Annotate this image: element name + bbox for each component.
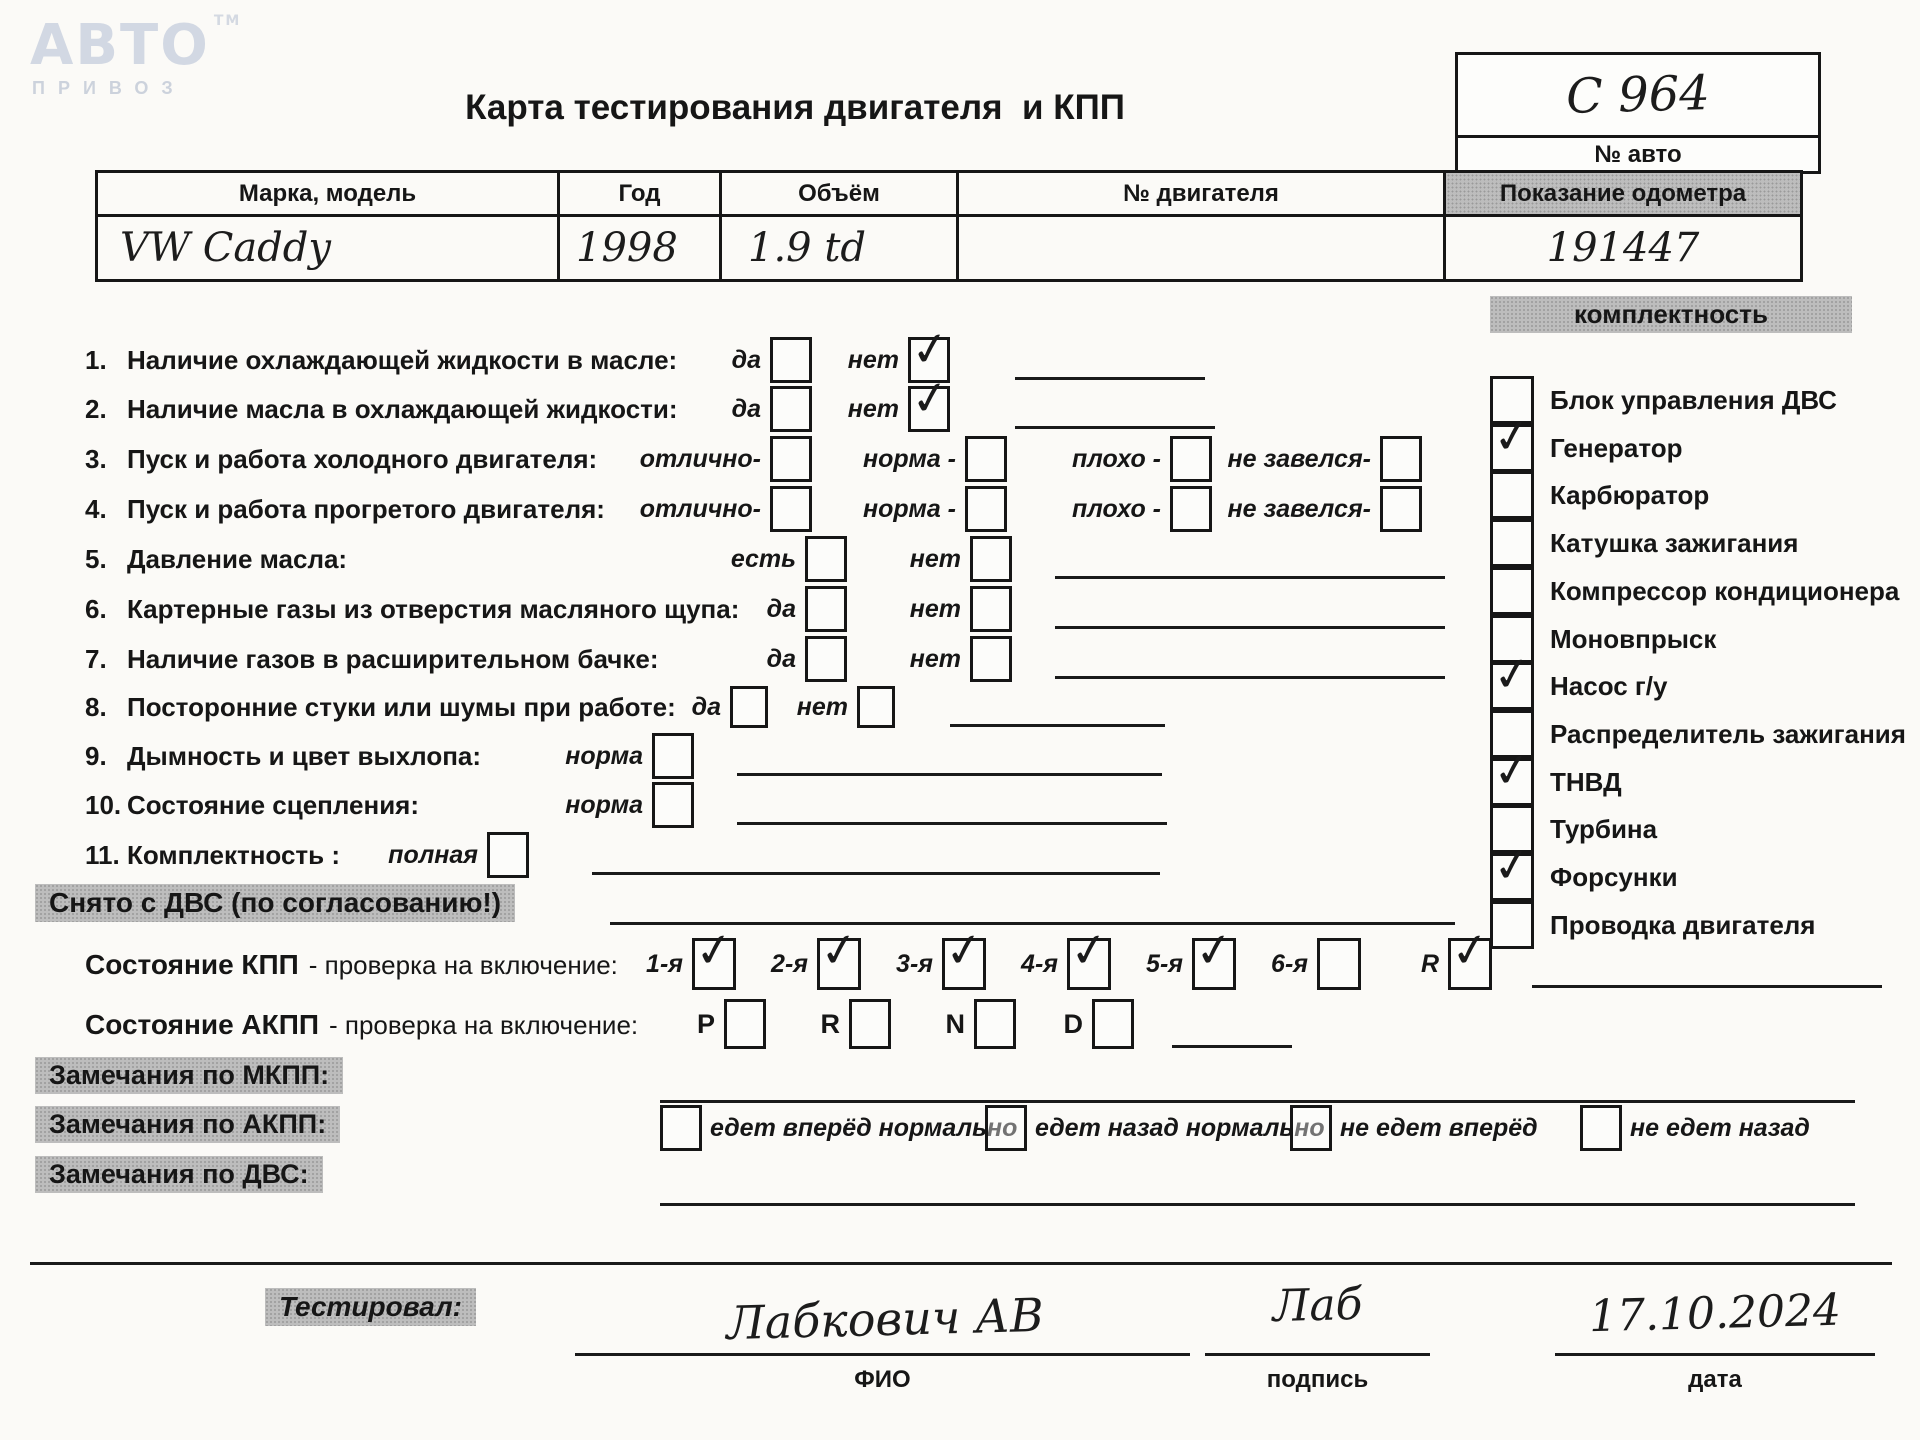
kpp-gear-option xyxy=(646,920,738,987)
checkbox[interactable] xyxy=(805,636,847,682)
blank-line xyxy=(1015,377,1205,380)
checkbox[interactable] xyxy=(1170,436,1212,482)
logo-word: АВТО xyxy=(30,13,210,78)
checkbox[interactable] xyxy=(1191,920,1238,990)
checkbox[interactable] xyxy=(660,1105,702,1151)
option-label: не завелся- xyxy=(1227,444,1371,473)
equipment-item xyxy=(1490,519,1798,567)
gear-label: 1-я xyxy=(646,949,683,978)
vehicle-header-row xyxy=(97,172,1802,216)
option-label: плохо - xyxy=(1072,494,1161,523)
trademark-symbol: TM xyxy=(213,13,242,29)
checkbox[interactable] xyxy=(1489,835,1536,901)
date-caption: дата xyxy=(1688,1366,1742,1393)
odometer-value: 191447 xyxy=(1546,225,1700,271)
date-handwriting: 17.10.2024 xyxy=(1588,1284,1842,1343)
checklist-item-label: Наличие газов в расширительном бачке: xyxy=(127,643,659,674)
checkbox[interactable] xyxy=(907,368,954,432)
checklist-option xyxy=(565,782,694,828)
gear-label: 2-я xyxy=(771,949,808,978)
vehicle-table xyxy=(95,170,1803,282)
make-model-value: VW Caddy xyxy=(120,225,331,271)
equipment-item xyxy=(1490,471,1709,519)
akpp-state-label xyxy=(85,1001,638,1049)
checklist-item-number: 3. xyxy=(85,443,107,474)
blank-line xyxy=(610,922,1455,925)
option-label: да xyxy=(766,644,796,673)
akpp-position-option xyxy=(945,1001,1016,1047)
checkbox[interactable] xyxy=(1317,938,1361,990)
checklist-row xyxy=(85,536,347,582)
checklist-item-number: 7. xyxy=(85,643,107,674)
kpp-gear-option xyxy=(896,920,988,987)
checkmark-icon: ✓ xyxy=(941,920,988,980)
blank-line xyxy=(1172,1045,1292,1048)
checkbox[interactable] xyxy=(816,920,863,990)
checklist-row xyxy=(85,684,676,730)
checkbox[interactable] xyxy=(724,999,766,1049)
kpp-title: Состояние КПП xyxy=(85,949,299,980)
checklist-option xyxy=(1227,436,1422,482)
checkbox[interactable] xyxy=(770,436,812,482)
col-header-volume: Объём xyxy=(721,172,958,216)
checklist-option xyxy=(909,586,1012,632)
tester-name-handwriting: Лабкович АВ xyxy=(725,1287,1045,1351)
option-label: норма xyxy=(565,790,643,819)
equipment-item xyxy=(1490,710,1906,758)
checkbox[interactable] xyxy=(730,686,768,728)
checklist-item-label: Посторонние стуки или шумы при работе: xyxy=(127,691,676,722)
kpp-subtitle: - проверка на включение: xyxy=(308,949,618,980)
checkbox[interactable] xyxy=(1380,486,1422,532)
signature-handwriting: Лаб xyxy=(1271,1278,1364,1333)
checkmark-icon: ✓ xyxy=(1191,920,1238,980)
akpp-position-label: N xyxy=(945,1008,965,1039)
checkmark-icon: ✓ xyxy=(1066,920,1113,980)
checklist-option xyxy=(909,636,1012,682)
option-label: нет xyxy=(847,394,899,423)
checkbox[interactable] xyxy=(1170,486,1212,532)
checklist-option xyxy=(766,636,847,682)
year-value: 1998 xyxy=(576,225,678,271)
checklist-item-label: Наличие масла в охлаждающей жидкости: xyxy=(127,393,678,424)
equipment-item xyxy=(1489,740,1622,806)
akpp-subtitle: - проверка на включение: xyxy=(328,1009,639,1040)
checkbox[interactable] xyxy=(1490,901,1534,949)
col-header-year: Год xyxy=(559,172,721,216)
checkbox[interactable] xyxy=(970,636,1012,682)
akpp-remark-option-label: едет назад нормально xyxy=(1035,1113,1325,1142)
checkbox[interactable] xyxy=(1489,740,1536,806)
tested-by-label: Тестировал: xyxy=(265,1288,476,1326)
checkmark-icon: ✓ xyxy=(816,920,863,980)
auto-number-box xyxy=(1455,52,1821,174)
checklist-item-number: 2. xyxy=(85,393,107,424)
option-label: норма - xyxy=(863,494,956,523)
col-header-odometer: Показание одометра xyxy=(1445,172,1802,216)
akpp-remarks-label: Замечания по АКПП: xyxy=(35,1106,340,1143)
blank-line xyxy=(950,724,1165,727)
cell-year[interactable] xyxy=(559,216,721,281)
akpp-position-label: R xyxy=(820,1008,840,1039)
checkmark-icon: ✓ xyxy=(1489,644,1536,704)
auto-number-label: № авто xyxy=(1458,135,1818,171)
checklist-item-number: 9. xyxy=(85,740,107,771)
equipment-item-label: Блок управления ДВС xyxy=(1550,384,1837,415)
removed-from-engine-label: Снято с ДВС (по согласованию!) xyxy=(35,884,515,922)
option-label: да xyxy=(766,594,796,623)
checklist-item-number: 5. xyxy=(85,543,107,574)
checklist-item-label: Комплектность : xyxy=(127,839,341,870)
checklist-item-label: Наличие охлаждающей жидкости в масле: xyxy=(127,344,678,375)
checkmark-icon: ✓ xyxy=(691,920,738,980)
checkbox[interactable] xyxy=(970,586,1012,632)
option-label: полная xyxy=(388,840,478,869)
equipment-item xyxy=(1489,835,1678,901)
checklist-option xyxy=(388,832,529,878)
volume-value: 1.9 td xyxy=(748,225,867,271)
checkbox[interactable] xyxy=(691,920,738,990)
kpp-gear-option xyxy=(771,920,863,987)
checklist-option xyxy=(691,684,768,730)
checkbox[interactable] xyxy=(1490,567,1534,615)
kpp-gear-option xyxy=(1271,941,1361,987)
checklist-option xyxy=(909,536,1012,582)
logo-text xyxy=(30,13,242,78)
checkbox[interactable] xyxy=(487,832,529,878)
blank-line xyxy=(1055,626,1445,629)
checkbox[interactable] xyxy=(1490,519,1534,567)
akpp-remark-option-label: не едет вперёд xyxy=(1340,1113,1538,1142)
checkbox[interactable] xyxy=(652,782,694,828)
cell-volume[interactable] xyxy=(721,216,958,281)
checkbox[interactable] xyxy=(1066,920,1113,990)
gear-label: R xyxy=(1420,949,1439,978)
akpp-position-label: P xyxy=(696,1008,715,1039)
checklist-item-label: Пуск и работа прогретого двигателя: xyxy=(127,493,605,524)
gear-label: 3-я xyxy=(896,949,933,978)
checklist-item-label: Дымность и цвет выхлопа: xyxy=(127,740,482,771)
equipment-item-label: Насос г/у xyxy=(1550,670,1668,701)
option-label: нет xyxy=(909,594,961,623)
kpp-gear-option xyxy=(1021,920,1113,987)
cell-odometer[interactable] xyxy=(1445,216,1802,281)
checkbox[interactable] xyxy=(770,337,812,383)
mkpp-remarks-label: Замечания по МКПП: xyxy=(35,1057,343,1094)
akpp-remark-option xyxy=(985,1105,1325,1151)
checkbox[interactable] xyxy=(1489,644,1536,710)
equipment-item-label: Распределитель зажигания xyxy=(1550,718,1906,749)
checklist-item-number: 1. xyxy=(85,344,107,375)
checklist-option xyxy=(639,436,812,482)
checklist-item-label: Картерные газы из отверстия масляного щупа: xyxy=(127,593,740,624)
checkbox[interactable] xyxy=(1490,471,1534,519)
col-header-make-model: Марка, модель xyxy=(97,172,559,216)
checkbox[interactable] xyxy=(770,386,812,432)
gear-label: 4-я xyxy=(1021,949,1058,978)
checklist-option xyxy=(1072,436,1212,482)
checkbox[interactable] xyxy=(770,486,812,532)
akpp-title: Состояние АКПП xyxy=(85,1009,319,1040)
checklist-option xyxy=(766,586,847,632)
checkbox[interactable] xyxy=(1092,999,1134,1049)
blank-line xyxy=(737,773,1162,776)
kpp-gear-option xyxy=(1146,920,1238,987)
checkbox[interactable] xyxy=(970,536,1012,582)
gear-label: 6-я xyxy=(1271,949,1308,978)
auto-number-value: C 964 xyxy=(1565,65,1711,125)
checkbox[interactable] xyxy=(965,436,1007,482)
checkmark-icon: ✓ xyxy=(907,368,954,428)
fio-line[interactable] xyxy=(575,1353,1190,1356)
option-label: отлично- xyxy=(639,444,761,473)
checklist-row xyxy=(85,636,659,682)
akpp-remark-option-label: едет вперёд нормально xyxy=(710,1113,1018,1142)
checkmark-icon: ✓ xyxy=(1489,406,1536,466)
equipment-item-label: Моновпрыск xyxy=(1550,623,1717,654)
footer-divider xyxy=(30,1262,1892,1265)
akpp-remark-option-label: не едет назад xyxy=(1630,1113,1810,1142)
option-label: да xyxy=(731,394,761,423)
checkbox[interactable] xyxy=(1380,436,1422,482)
checkbox[interactable] xyxy=(1290,1105,1332,1151)
option-label: есть xyxy=(730,544,796,573)
dvs-remarks-line xyxy=(660,1203,1855,1206)
blank-line xyxy=(592,872,1160,875)
equipment-item xyxy=(1489,406,1683,472)
equipment-item-label: Турбина xyxy=(1550,813,1658,844)
kpp-state-label xyxy=(85,941,618,989)
option-label: нет xyxy=(909,644,961,673)
checklist-item-label: Состояние сцепления: xyxy=(127,789,420,820)
checklist-option xyxy=(863,436,1007,482)
checkmark-icon: ✓ xyxy=(1447,920,1494,980)
checklist-item-number: 10. xyxy=(85,789,122,820)
kpp-gear-option xyxy=(1420,920,1494,987)
checklist-row xyxy=(85,486,605,532)
blank-line xyxy=(1015,426,1215,429)
akpp-position-option xyxy=(820,1001,891,1047)
checklist-option xyxy=(1072,486,1212,532)
logo-subtext: ПРИВОЗ xyxy=(32,78,186,98)
option-label: отлично- xyxy=(639,494,761,523)
checkbox[interactable] xyxy=(1489,406,1536,472)
equipment-item xyxy=(1490,901,1815,949)
checklist-option xyxy=(1227,486,1422,532)
akpp-remark-option xyxy=(660,1105,1017,1151)
akpp-remark-option xyxy=(1290,1105,1538,1151)
fio-caption: ФИО xyxy=(854,1366,911,1393)
checklist-option xyxy=(847,368,954,432)
equipment-item xyxy=(1490,567,1899,615)
checkbox[interactable] xyxy=(805,536,847,582)
option-label: да xyxy=(731,345,761,374)
equipment-item-label: Проводка двигателя xyxy=(1550,909,1816,940)
page-title: Карта тестирования двигателя и КПП xyxy=(465,88,1125,127)
option-label: плохо - xyxy=(1072,444,1161,473)
checkbox[interactable] xyxy=(965,486,1007,532)
checkbox[interactable] xyxy=(1580,1105,1622,1151)
checklist-option xyxy=(639,486,812,532)
equipment-header: комплектность xyxy=(1490,296,1852,333)
checklist-row xyxy=(85,832,340,878)
date-line[interactable] xyxy=(1555,1353,1875,1356)
signature-caption: подпись xyxy=(1266,1366,1369,1393)
equipment-item-label: Генератор xyxy=(1550,432,1683,463)
blank-line xyxy=(1055,676,1445,679)
blank-line xyxy=(1055,576,1445,579)
checklist-row xyxy=(85,782,419,828)
option-label: норма xyxy=(565,741,643,770)
blank-line xyxy=(1532,985,1882,988)
option-label: норма - xyxy=(863,444,956,473)
checklist-item-number: 6. xyxy=(85,593,107,624)
checkbox[interactable] xyxy=(849,999,891,1049)
equipment-item-label: Катушка зажигания xyxy=(1550,527,1799,558)
akpp-position-option xyxy=(696,1001,766,1047)
checkbox[interactable] xyxy=(805,586,847,632)
checklist-item-number: 4. xyxy=(85,493,107,524)
equipment-item-label: Компрессор кондиционера xyxy=(1550,575,1900,606)
checklist-row xyxy=(85,436,597,482)
autoprivoz-logo xyxy=(30,13,242,99)
checklist-option xyxy=(863,486,1007,532)
checkbox[interactable] xyxy=(985,1105,1027,1151)
dvs-remarks-label: Замечания по ДВС: xyxy=(35,1156,323,1193)
checklist-item-label: Давление масла: xyxy=(127,543,348,574)
equipment-item xyxy=(1489,644,1668,710)
checklist-row xyxy=(85,733,481,779)
col-header-engine-number: № двигателя xyxy=(958,172,1445,216)
cell-make-model[interactable] xyxy=(97,216,559,281)
equipment-item xyxy=(1490,376,1837,424)
checklist-row xyxy=(85,386,678,432)
checkbox[interactable] xyxy=(652,733,694,779)
checklist-option xyxy=(731,386,812,432)
equipment-item-label: Карбюратор xyxy=(1550,479,1710,510)
equipment-item-label: Форсунки xyxy=(1550,861,1678,892)
mkpp-remarks-line xyxy=(660,1100,1855,1103)
checklist-option xyxy=(731,337,812,383)
akpp-remark-option xyxy=(1580,1105,1810,1151)
checklist-option xyxy=(730,536,847,582)
option-label: нет xyxy=(847,345,899,374)
checklist-item-number: 11. xyxy=(85,839,120,870)
option-label: нет xyxy=(796,692,848,721)
vehicle-value-row xyxy=(97,216,1802,281)
cell-engine-number[interactable] xyxy=(958,216,1445,281)
checkbox[interactable] xyxy=(974,999,1016,1049)
checkmark-icon: ✓ xyxy=(1489,740,1536,800)
blank-line xyxy=(737,822,1167,825)
checklist-option xyxy=(796,684,895,730)
checklist-item-number: 8. xyxy=(85,691,107,722)
akpp-position-option xyxy=(1063,1001,1134,1047)
checklist-row xyxy=(85,337,677,383)
equipment-item-label: ТНВД xyxy=(1550,766,1622,797)
checkbox[interactable] xyxy=(941,920,988,990)
option-label: да xyxy=(691,692,721,721)
gear-label: 5-я xyxy=(1146,949,1183,978)
checklist-item-label: Пуск и работа холодного двигателя: xyxy=(127,443,598,474)
akpp-position-label: D xyxy=(1063,1008,1083,1039)
checklist-option xyxy=(565,733,694,779)
option-label: нет xyxy=(909,544,961,573)
checkbox[interactable] xyxy=(1447,920,1494,990)
checkmark-icon: ✓ xyxy=(1489,835,1536,895)
checkmark-icon: ✓ xyxy=(907,319,954,379)
signature-line[interactable] xyxy=(1205,1353,1430,1356)
option-label: не завелся- xyxy=(1227,494,1371,523)
checklist-row xyxy=(85,586,739,632)
checkbox[interactable] xyxy=(857,686,895,728)
